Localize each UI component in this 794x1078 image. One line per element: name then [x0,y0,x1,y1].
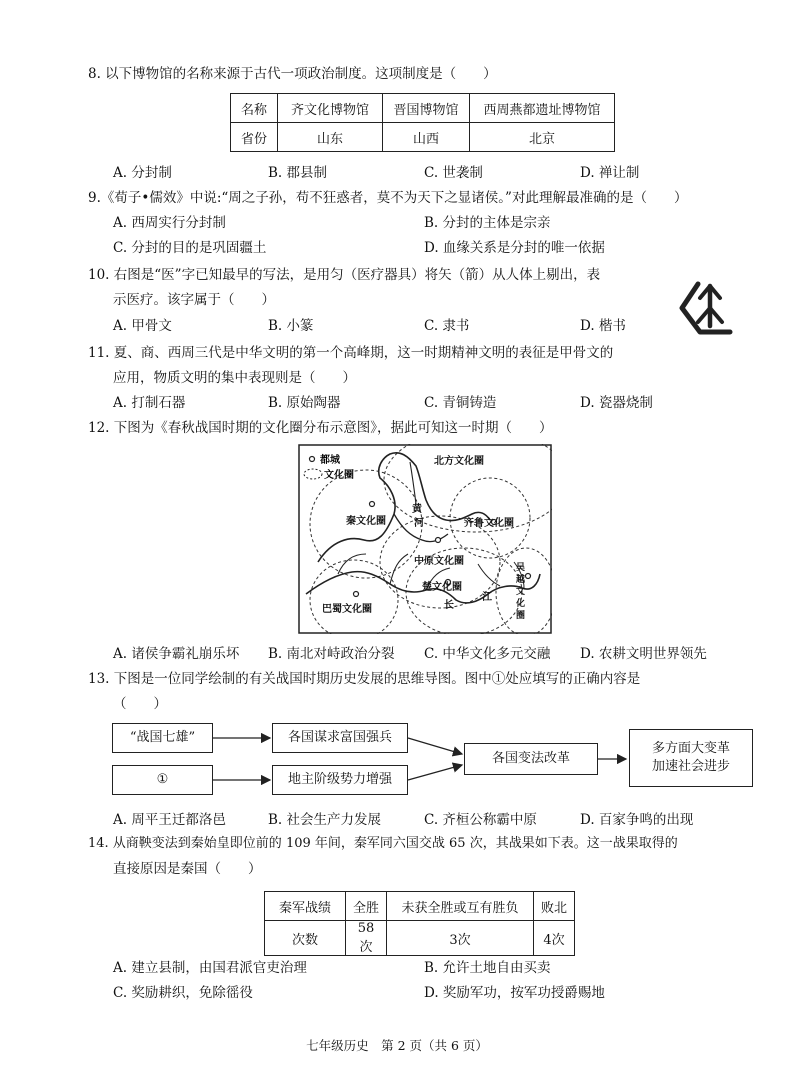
table-cell: 省份 [231,123,278,152]
q11-stem-line2: 应用，物质文明的集中表现则是（ ） [113,370,356,386]
q10-option-b[interactable]: B. 小篆 [268,318,314,334]
q9-option-a[interactable]: A. 西周实行分封制 [113,215,226,231]
table-cell: 山东 [278,123,383,152]
oracle-bone-yi-character-image [676,278,736,340]
q13-option-c[interactable]: C. 齐桓公称霸中原 [424,812,537,828]
map-label-qin: 秦文化圈 [346,516,386,527]
page-footer: 七年级历史 第 2 页（共 6 页） [306,1038,488,1053]
mindmap-box-change-line2: 加速社会进步 [651,759,730,774]
map-label-wuyue-4: 化 [516,599,526,609]
q8-option-c[interactable]: C. 世袭制 [424,165,483,181]
q8-option-d[interactable]: D. 禅让制 [580,165,640,181]
table-cell: 4次 [534,921,575,956]
table-cell: 败北 [534,892,575,921]
table-cell: 次数 [265,921,346,956]
q12-option-c[interactable]: C. 中华文化多元交融 [424,646,551,662]
map-label-chu: 楚文化圈 [422,582,462,593]
q9-option-c[interactable]: C. 分封的目的是巩固疆土 [113,240,267,256]
map-label-wuyue-3: 文 [516,587,526,597]
table-cell: 名称 [231,94,278,123]
q13-stem-line1: 13. 下图是一位同学绘制的有关战国时期历史发展的思维导图。图中①处应填写的正确内容是 [88,671,641,687]
q13-option-b[interactable]: B. 社会生产力发展 [268,812,382,828]
q8-museum-table [230,93,615,152]
map-label-chang: 长 [444,600,454,611]
q14-option-b[interactable]: B. 允许土地自由买卖 [424,960,551,976]
q14-battle-table [264,891,575,956]
map-label-wuyue-1: 吴 [516,563,526,573]
q14-stem-line2: 直接原因是秦国（ ） [113,861,262,877]
q14-option-c[interactable]: C. 奖励耕织，免除徭役 [113,985,253,1001]
q11-option-c[interactable]: C. 青铜铸造 [424,395,497,411]
mindmap-box-seven-states: “战国七雄” [112,723,213,753]
q13-option-a[interactable]: A. 周平王迁都洛邑 [113,812,226,828]
table-cell: 山西 [383,123,470,152]
q11-option-d[interactable]: D. 瓷器烧制 [580,395,653,411]
map-label-huang: 黄 [412,504,422,515]
table-cell: 58次 [346,921,387,956]
table-cell: 齐文化博物馆 [278,94,383,123]
q10-stem-line2: 示医疗。该字属于（ ） [113,292,275,308]
map-label-jiang: 江 [482,592,492,603]
mindmap-box-landlord: 地主阶级势力增强 [272,765,408,795]
map-label-he: 河 [414,518,424,529]
map-label-wuyue-5: 圈 [516,611,526,621]
map-label-qilu: 齐鲁文化圈 [464,518,514,529]
q10-option-c[interactable]: C. 隶书 [424,318,470,334]
table-cell: 北京 [470,123,615,152]
q10-option-d[interactable]: D. 楷书 [580,318,626,334]
table-cell: 秦军战绩 [265,892,346,921]
q10-option-a[interactable]: A. 甲骨文 [113,318,172,334]
q14-option-d[interactable]: D. 奖励军功，按军功授爵赐地 [424,985,605,1001]
legend-circle-label: 文化圈 [324,470,354,481]
table-cell: 西周燕都遗址博物馆 [470,94,615,123]
q11-stem-line1: 11. 夏、商、西周三代是中华文明的第一个高峰期，这一时期精神文明的表征是甲骨文的 [88,345,614,361]
map-label-wuyue-2: 越 [516,575,526,585]
map-label-north: 北方文化圈 [434,456,484,467]
q13-option-d[interactable]: D. 百家争鸣的出现 [580,812,694,828]
q8-option-a[interactable]: A. 分封制 [113,165,172,181]
mindmap-box-blank-1: ① [112,765,213,795]
q12-option-d[interactable]: D. 农耕文明世界领先 [580,646,707,662]
table-cell: 3次 [387,921,534,956]
q14-stem-line1: 14. 从商鞅变法到秦始皇即位前的 109 年间，秦军同六国交战 65 次，其战果如下表。这一战果取得的 [88,836,678,851]
q11-option-a[interactable]: A. 打制石器 [113,395,186,411]
legend-city-label: 都城 [320,455,340,466]
q12-option-b[interactable]: B. 南北对峙政治分裂 [268,646,395,662]
q13-stem-line2: （ ） [113,696,167,712]
q8-option-b[interactable]: B. 郡县制 [268,165,328,181]
mindmap-box-reform: 各国变法改革 [464,743,598,775]
q12-stem: 12. 下图为《春秋战国时期的文化圈分布示意图》，据此可知这一时期（ ） [88,420,553,436]
q14-option-a[interactable]: A. 建立县制，由国君派官吏治理 [113,960,307,976]
mindmap-box-change [629,729,753,787]
q8-stem: 8. 以下博物馆的名称来源于古代一项政治制度。这项制度是（ ） [88,66,497,82]
q11-option-b[interactable]: B. 原始陶器 [268,395,341,411]
q9-option-d[interactable]: D. 血缘关系是分封的唯一依据 [424,240,605,256]
mindmap-box-change-line1: 多方面大变革 [651,741,730,756]
q10-stem-line1: 10. 右图是“医”字已知最早的写法，是用匀（医疗器具）将矢（箭）从人体上剔出，表 [88,267,601,283]
mindmap-box-wealth: 各国谋求富国强兵 [272,723,408,753]
culture-circle-map [298,444,552,634]
q9-option-b[interactable]: B. 分封的主体是宗亲 [424,215,551,231]
q9-stem: 9.《荀子•儒效》中说:“周之子孙，苟不狂惑者，莫不为天下之显诸侯。”对此理解最准确的是（ ） [88,190,688,206]
map-label-zhongyuan: 中原文化圈 [414,556,464,567]
map-label-bashu: 巴蜀文化圈 [322,604,372,615]
q12-option-a[interactable]: A. 诸侯争霸礼崩乐坏 [113,646,240,662]
table-cell: 未获全胜或互有胜负 [387,892,534,921]
table-cell: 晋国博物馆 [383,94,470,123]
table-cell: 全胜 [346,892,387,921]
